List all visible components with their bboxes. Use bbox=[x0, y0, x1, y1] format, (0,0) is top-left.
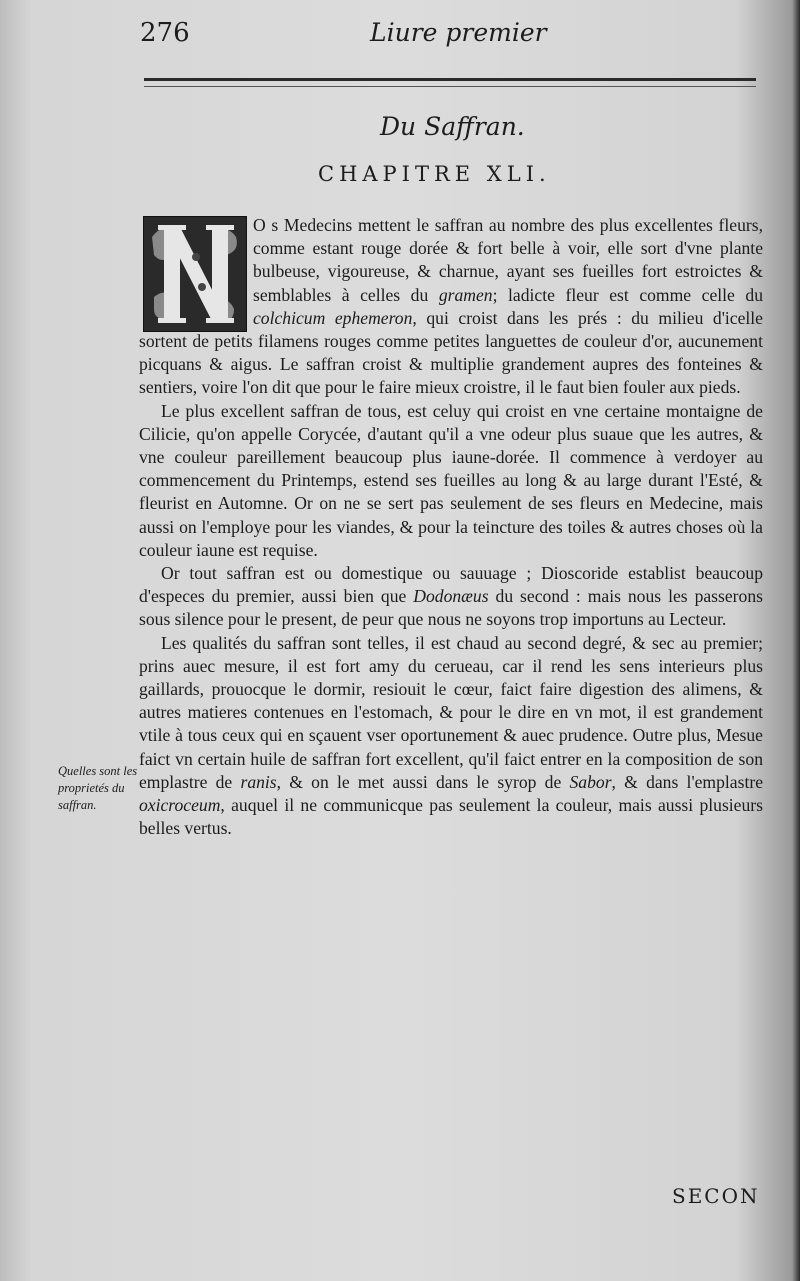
header-rule-thin bbox=[144, 86, 756, 87]
paragraph-3 bbox=[139, 562, 763, 632]
term-ranis: ranis bbox=[240, 771, 277, 792]
chapter-body bbox=[139, 214, 763, 840]
paragraph-3-end: du second : mais nous les passerons sous silence pour le present, de peur que nous ne soyons trop importuns au Lecteur. bbox=[139, 586, 763, 630]
header-rule bbox=[144, 78, 756, 81]
term-oxicroceum: oxicroceum bbox=[139, 795, 221, 816]
term-sabor: Sabor bbox=[569, 771, 612, 792]
paragraph-4-mid2: , & dans l'emplastre bbox=[611, 771, 763, 792]
paragraph-1-text: O s Medecins mettent le saffran au nombre des plus excellentes fleurs, comme estant rouge dorée & fort belle à voir, elle sort d'vne plante bulbeuse, vigoureuse, & charnue, ayant ses fueilles fort estroictes & semblables à celles du bbox=[253, 215, 763, 305]
running-title: Liure premier bbox=[370, 18, 547, 47]
paragraph-4 bbox=[139, 632, 763, 841]
running-head bbox=[140, 18, 760, 54]
term-colchicum: colchicum ephemeron, bbox=[253, 307, 417, 328]
paragraph-1-mid: ; ladicte fleur est comme celle du bbox=[492, 284, 763, 305]
page-number: 276 bbox=[140, 18, 190, 48]
section-title: Du Saffran. bbox=[380, 112, 525, 141]
chapter-title: CHAPITRE XLI. bbox=[318, 162, 551, 186]
term-dodonaeus: Dodonæus bbox=[413, 586, 489, 607]
paragraph-4-start: Les qualités du saffran sont telles, il est chaud au second degré, & sec au premier; prins auec mesure, il est fort amy du cerueau, car il rend les sens interieurs plus gaillards, prouocque le dormir, resiouit le cœur, faict faire digestion des alimens, & autres matieres contenues en l'estomach, & pour le dire en vn mot, il est grandement vtile à tous ceux qui en sçauent vser oportunement & auec prudence. Outre plus, Mesue faict vn certain huile de saffran fort excellent, qu'il faict entrer en la composition de son emplastre de bbox=[139, 632, 763, 792]
catchword: SECON bbox=[672, 1184, 760, 1208]
paragraph-4-end: , auquel il ne communicque pas seulement la couleur, mais aussi plusieurs belles vertus. bbox=[139, 795, 763, 839]
paragraph-4-mid: , & on le met aussi dans le syrop de bbox=[276, 771, 562, 792]
paragraph-2: Le plus excellent saffran de tous, est celuy qui croist en vne certaine montaigne de Cilicie, qu'on appelle Corycée, d'autant qu'il a vne odeur plus suaue que les autres, & vne couleur pareillement beaucoup plus iaune-dorée. Il commence à verdoyer au commencement du Printemps, estend ses fueilles au long & au large durant l'Esté, & fleurist en Automne. Or on ne se sert pas seulement de ses fleurs en Medecine, mais aussi on l'employe pour les viandes, & pour la teincture des toiles & autres choses où la couleur iaune est requise. bbox=[139, 400, 763, 560]
paragraph-1-end: qui croist dans les prés : du milieu d'icelle sortent de petits filamens rouges comme petites languettes de couleur d'or, aucunement picquans & aigus. Le saffran croist & multiplie grandement aupres des fonteines & sentiers, voire l'on dit que pour le faire mieux croistre, il le faut bien fouler aux pieds. bbox=[139, 307, 763, 398]
term-gramen: gramen bbox=[438, 284, 493, 305]
margin-note: Quelles sont les proprietés du saffran. bbox=[58, 764, 138, 812]
paragraph-3-start: Or tout saffran est ou domestique ou sauuage ; Dioscoride establist beaucoup d'especes du premier, aussi bien que bbox=[139, 563, 763, 607]
paragraph-1 bbox=[139, 214, 763, 400]
